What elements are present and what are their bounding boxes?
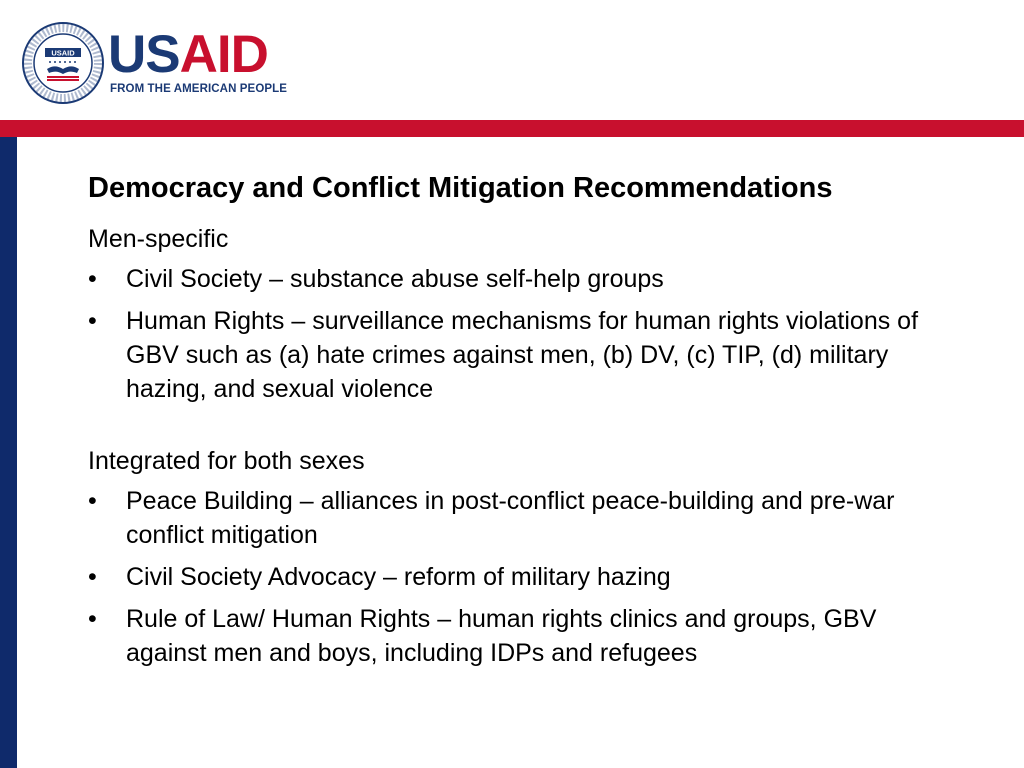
bullet-text: Rule of Law/ Human Rights – human rights clinics and groups, GBV against men and boys, including IDPs and refugees xyxy=(126,605,877,667)
bullet-text: Peace Building – alliances in post-conflict peace-building and pre-war conflict mitigation xyxy=(126,487,895,549)
bullet-text: Civil Society – substance abuse self-help groups xyxy=(126,265,664,293)
bullet-mark: • xyxy=(88,563,97,591)
slide-title: Democracy and Conflict Mitigation Recommendations xyxy=(88,172,833,204)
slide-content xyxy=(88,170,998,678)
section-heading: Integrated for both sexes xyxy=(88,447,365,475)
wordmark-aid: AID xyxy=(179,25,268,84)
header xyxy=(0,0,1024,120)
seal-label: USAID xyxy=(51,48,75,58)
bullet-list xyxy=(88,262,998,406)
usaid-seal-icon xyxy=(22,22,104,104)
bullet-item xyxy=(88,560,956,594)
bullet-item xyxy=(88,262,956,296)
section-men-specific xyxy=(88,222,998,406)
usaid-wordmark xyxy=(108,25,268,84)
header-divider-band xyxy=(0,120,1024,137)
bullet-mark: • xyxy=(88,487,97,515)
bullet-mark: • xyxy=(88,605,97,633)
bullet-mark: • xyxy=(88,307,97,335)
bullet-text: Human Rights – surveillance mechanisms for human rights violations of GBV such as (a) hate crimes against men, (b) DV, (c) TIP, (d) military hazing, and sexual violence xyxy=(126,307,919,403)
section-heading: Men-specific xyxy=(88,225,229,253)
section-integrated xyxy=(88,444,998,670)
bullet-item xyxy=(88,484,956,552)
section-gap xyxy=(88,414,998,444)
bullet-item xyxy=(88,602,956,670)
tagline: FROM THE AMERICAN PEOPLE xyxy=(110,83,288,95)
wordmark-us: US xyxy=(108,25,180,84)
bullet-item xyxy=(88,304,956,406)
bullet-mark: • xyxy=(88,265,97,293)
left-accent-bar xyxy=(0,137,17,768)
bullet-list xyxy=(88,484,998,670)
bullet-text: Civil Society Advocacy – reform of military hazing xyxy=(126,563,671,591)
